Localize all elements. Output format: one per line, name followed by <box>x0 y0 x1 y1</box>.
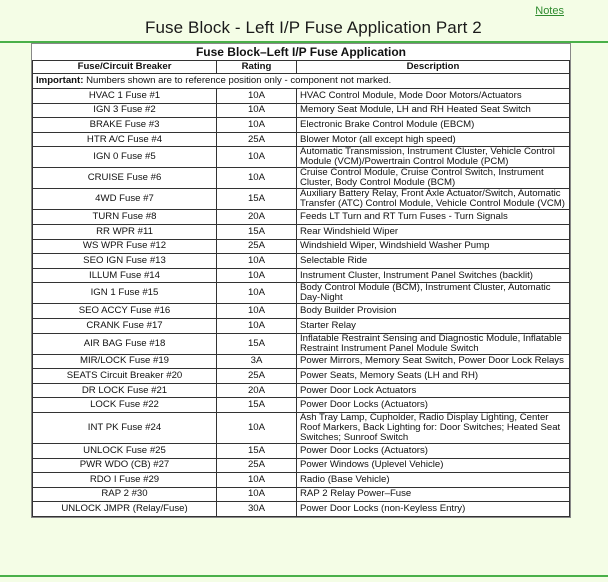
table-row <box>33 189 570 210</box>
important-label: Important: <box>36 75 84 86</box>
description-cell: Radio (Base Vehicle) <box>297 473 570 488</box>
rating-cell: 25A <box>217 458 297 473</box>
fuse-cell: SEO IGN Fuse #13 <box>33 254 217 269</box>
header-fuse: Fuse/Circuit Breaker <box>33 61 217 74</box>
table-row <box>33 89 570 104</box>
table-row <box>33 283 570 304</box>
rating-cell: 25A <box>217 132 297 147</box>
fuse-cell: ILLUM Fuse #14 <box>33 268 217 283</box>
fuse-cell: HVAC 1 Fuse #1 <box>33 89 217 104</box>
description-cell: HVAC Control Module, Mode Door Motors/Actuators <box>297 89 570 104</box>
fuse-cell: WS WPR Fuse #12 <box>33 239 217 254</box>
table-title: Fuse Block–Left I/P Fuse Application <box>195 45 407 59</box>
description-cell: Body Control Module (BCM), Instrument Cluster, Automatic Day-Night <box>297 283 570 304</box>
table-row <box>33 132 570 147</box>
description-cell: Selectable Ride <box>297 254 570 269</box>
fuse-cell: HTR A/C Fuse #4 <box>33 132 217 147</box>
description-cell: Memory Seat Module, LH and RH Heated Seat Switch <box>297 103 570 118</box>
rating-cell: 10A <box>217 168 297 189</box>
fuse-cell: TURN Fuse #8 <box>33 210 217 225</box>
table-row <box>33 147 570 168</box>
rating-cell: 10A <box>217 318 297 333</box>
description-cell: Inflatable Restraint Sensing and Diagnostic Module, Inflatable Restraint Instrument Panel Module Switch <box>297 333 570 354</box>
table-row <box>33 224 570 239</box>
rating-cell: 10A <box>217 118 297 133</box>
description-cell: Power Door Locks (non-Keyless Entry) <box>297 502 570 517</box>
description-cell: Auxiliary Battery Relay, Front Axle Actuator/Switch, Automatic Transfer (ATC) Control Module, Vehicle Control Module (VCM) <box>297 189 570 210</box>
fuse-cell: RAP 2 #30 <box>33 487 217 502</box>
description-cell: Rear Windshield Wiper <box>297 224 570 239</box>
table-row <box>33 268 570 283</box>
description-cell: Power Mirrors, Memory Seat Switch, Power Door Lock Relays <box>297 354 570 369</box>
rating-cell: 10A <box>217 89 297 104</box>
fuse-cell: IGN 0 Fuse #5 <box>33 147 217 168</box>
header-rating: Rating <box>217 61 297 74</box>
important-note-row <box>33 74 570 89</box>
page-title: Fuse Block - Left I/P Fuse Application Part 2 <box>145 18 482 37</box>
fuse-cell: SEATS Circuit Breaker #20 <box>33 369 217 384</box>
fuse-cell: BRAKE Fuse #3 <box>33 118 217 133</box>
description-cell: Starter Relay <box>297 318 570 333</box>
table-row <box>33 487 570 502</box>
fuse-cell: LOCK Fuse #22 <box>33 398 217 413</box>
table-row <box>33 398 570 413</box>
table-row <box>33 333 570 354</box>
description-cell: Power Seats, Memory Seats (LH and RH) <box>297 369 570 384</box>
rating-cell: 10A <box>217 283 297 304</box>
rating-cell: 10A <box>217 103 297 118</box>
description-cell: Power Windows (Uplevel Vehicle) <box>297 458 570 473</box>
rating-cell: 20A <box>217 210 297 225</box>
table-row <box>33 210 570 225</box>
rating-cell: 10A <box>217 304 297 319</box>
table-row <box>33 354 570 369</box>
fuse-cell: IGN 3 Fuse #2 <box>33 103 217 118</box>
fuse-table-document <box>31 43 571 518</box>
table-row <box>33 318 570 333</box>
fuse-cell: RDO I Fuse #29 <box>33 473 217 488</box>
description-cell: Automatic Transmission, Instrument Cluster, Vehicle Control Module (VCM)/Powertrain Control Module (PCM) <box>297 147 570 168</box>
table-row <box>33 168 570 189</box>
rating-cell: 15A <box>217 224 297 239</box>
header-description: Description <box>297 61 570 74</box>
description-cell: Power Door Locks (Actuators) <box>297 443 570 458</box>
table-row <box>33 473 570 488</box>
description-cell: Feeds LT Turn and RT Turn Fuses - Turn Signals <box>297 210 570 225</box>
important-note <box>33 74 570 89</box>
rating-cell: 10A <box>217 147 297 168</box>
description-cell: RAP 2 Relay Power–Fuse <box>297 487 570 502</box>
rating-cell: 10A <box>217 254 297 269</box>
fuse-cell: UNLOCK Fuse #25 <box>33 443 217 458</box>
fuse-cell: SEO ACCY Fuse #16 <box>33 304 217 319</box>
fuse-cell: CRUISE Fuse #6 <box>33 168 217 189</box>
fuse-cell: MIR/LOCK Fuse #19 <box>33 354 217 369</box>
rating-cell: 15A <box>217 398 297 413</box>
notes-link[interactable]: Notes <box>535 5 564 17</box>
rating-cell: 10A <box>217 487 297 502</box>
bottom-divider <box>0 575 608 577</box>
table-row <box>33 443 570 458</box>
description-cell: Cruise Control Module, Cruise Control Switch, Instrument Cluster, Body Control Module (BCM) <box>297 168 570 189</box>
table-header-row <box>33 61 570 74</box>
rating-cell: 15A <box>217 333 297 354</box>
table-row <box>33 458 570 473</box>
description-cell: Instrument Cluster, Instrument Panel Switches (backlit) <box>297 268 570 283</box>
fuse-cell: AIR BAG Fuse #18 <box>33 333 217 354</box>
table-row <box>33 369 570 384</box>
table-row <box>33 383 570 398</box>
rating-cell: 3A <box>217 354 297 369</box>
description-cell: Power Door Locks (Actuators) <box>297 398 570 413</box>
rating-cell: 10A <box>217 412 297 443</box>
rating-cell: 25A <box>217 369 297 384</box>
rating-cell: 10A <box>217 268 297 283</box>
fuse-table <box>32 60 570 517</box>
rating-cell: 15A <box>217 443 297 458</box>
description-cell: Windshield Wiper, Windshield Washer Pump <box>297 239 570 254</box>
fuse-cell: 4WD Fuse #7 <box>33 189 217 210</box>
fuse-cell: RR WPR #11 <box>33 224 217 239</box>
important-text: Numbers shown are to reference position only - component not marked. <box>83 75 392 86</box>
description-cell: Blower Motor (all except high speed) <box>297 132 570 147</box>
rating-cell: 25A <box>217 239 297 254</box>
fuse-cell: CRANK Fuse #17 <box>33 318 217 333</box>
fuse-cell: UNLOCK JMPR (Relay/Fuse) <box>33 502 217 517</box>
description-cell: Ash Tray Lamp, Cupholder, Radio Display Lighting, Center Roof Markers, Back Lighting for: Door Switches; Heated Seat Switches; Sunroof Switch <box>297 412 570 443</box>
table-row <box>33 239 570 254</box>
table-row <box>33 502 570 517</box>
fuse-cell: INT PK Fuse #24 <box>33 412 217 443</box>
rating-cell: 15A <box>217 189 297 210</box>
fuse-cell: PWR WDO (CB) #27 <box>33 458 217 473</box>
table-row <box>33 254 570 269</box>
fuse-cell: DR LOCK Fuse #21 <box>33 383 217 398</box>
fuse-cell: IGN 1 Fuse #15 <box>33 283 217 304</box>
description-cell: Body Builder Provision <box>297 304 570 319</box>
description-cell: Power Door Lock Actuators <box>297 383 570 398</box>
rating-cell: 30A <box>217 502 297 517</box>
rating-cell: 10A <box>217 473 297 488</box>
table-row <box>33 412 570 443</box>
table-row <box>33 103 570 118</box>
rating-cell: 20A <box>217 383 297 398</box>
table-row <box>33 304 570 319</box>
table-row <box>33 118 570 133</box>
description-cell: Electronic Brake Control Module (EBCM) <box>297 118 570 133</box>
